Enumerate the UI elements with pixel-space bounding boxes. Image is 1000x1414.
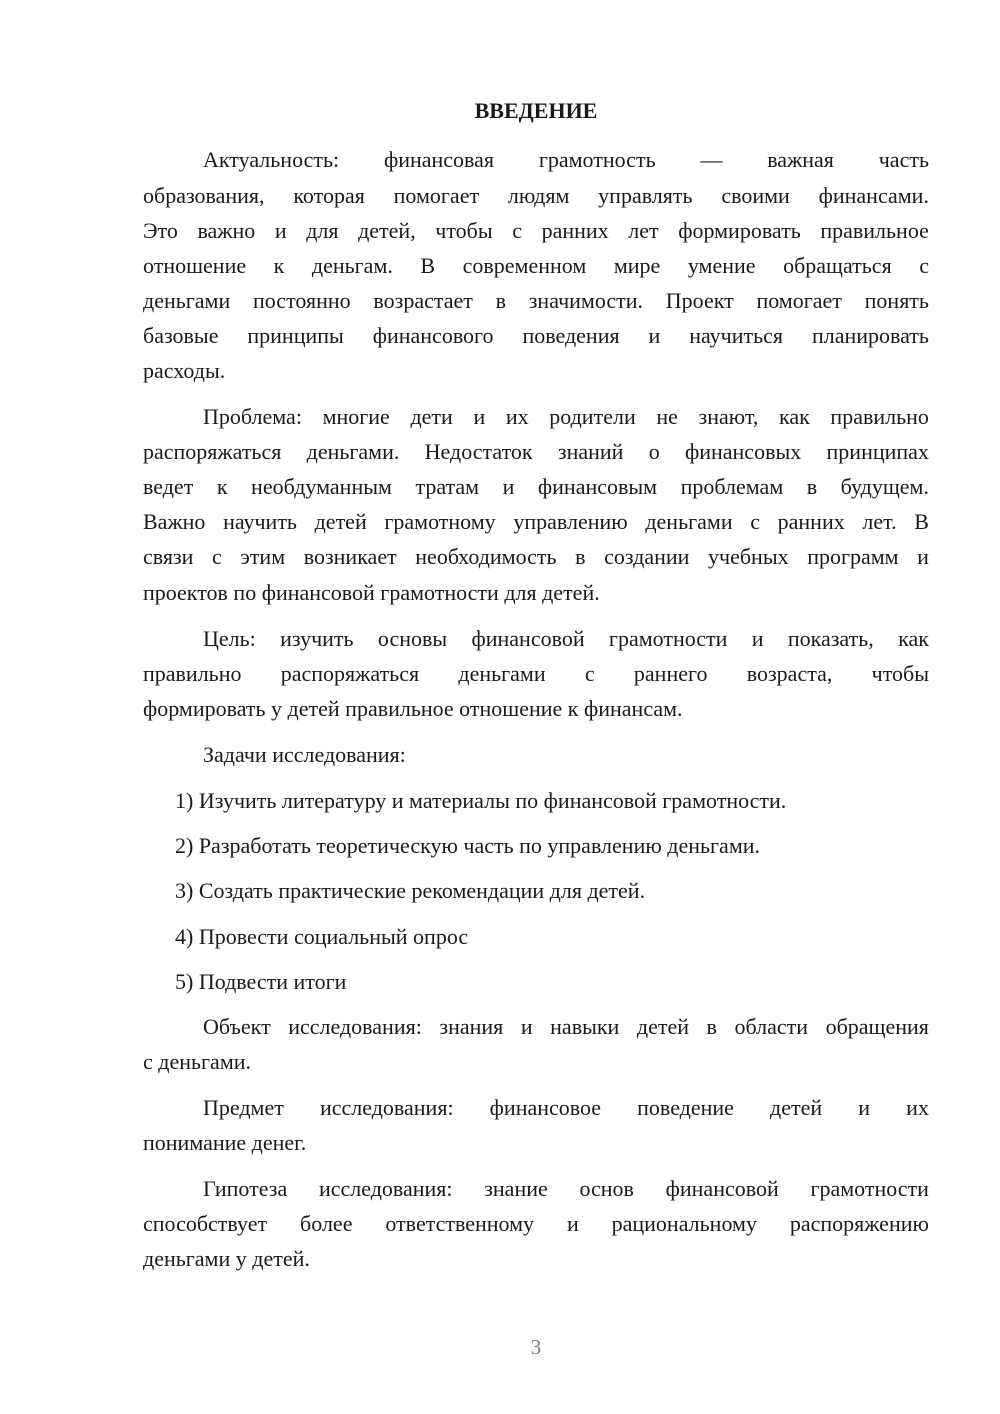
word: ранних	[541, 218, 609, 243]
word: и	[520, 1014, 533, 1039]
word: и	[751, 626, 764, 651]
word: финансовое	[489, 1095, 602, 1120]
word: как	[778, 404, 810, 429]
word: научиться	[689, 323, 784, 348]
word: чтобы	[871, 661, 929, 686]
list-item: 1) Изучить литературу и материалы по финансовой грамотности.	[175, 788, 787, 813]
word: финансами.	[818, 183, 929, 208]
list-item: 5) Подвести итоги	[175, 969, 347, 994]
word: В	[914, 509, 929, 534]
word: Предмет	[203, 1095, 284, 1120]
word: поведение	[637, 1095, 734, 1120]
text-line: деньгами у детей.	[143, 1246, 310, 1271]
word: В	[420, 253, 436, 278]
word: важная	[767, 147, 834, 172]
word: этим	[240, 544, 286, 569]
word: ранних	[777, 509, 845, 534]
word: постоянно	[252, 288, 351, 313]
word: отношение	[143, 253, 247, 278]
word: финансовым	[537, 474, 658, 499]
word: мире	[613, 253, 661, 278]
word: не	[656, 404, 678, 429]
word: проблемам	[680, 474, 784, 499]
word: навыки	[550, 1014, 620, 1039]
word: знают,	[698, 404, 759, 429]
text-line	[143, 437, 929, 467]
word: дети	[410, 404, 453, 429]
word: исследования:	[288, 1014, 422, 1039]
word: финансового	[372, 323, 494, 348]
text-line	[203, 1012, 929, 1042]
word: значимости.	[528, 288, 644, 313]
word: формировать	[678, 218, 801, 243]
word: и	[566, 1211, 579, 1236]
word: распоряжению	[789, 1211, 929, 1236]
text-line	[143, 1209, 929, 1239]
text-line	[143, 181, 929, 211]
word: деньгами	[645, 509, 733, 534]
word: обращаться	[783, 253, 892, 278]
word: и	[648, 323, 661, 348]
word: к	[273, 253, 285, 278]
word: исследования:	[319, 1095, 454, 1120]
word: знание	[484, 1176, 548, 1201]
word: создании	[604, 544, 690, 569]
word: более	[300, 1211, 353, 1236]
word: детей	[770, 1095, 823, 1120]
word: и	[502, 474, 515, 499]
word: в	[706, 1014, 717, 1039]
tasks-title: Задачи исследования:	[203, 742, 406, 767]
word: будущем.	[840, 474, 929, 499]
text-line: расходы.	[143, 358, 226, 383]
word: знаний	[557, 439, 624, 464]
word: родители	[549, 404, 636, 429]
word: Это	[143, 218, 178, 243]
text-line	[203, 1093, 929, 1123]
word: принципы	[247, 323, 344, 348]
word: в	[806, 474, 818, 499]
word: правильно	[143, 661, 242, 686]
word: грамотности	[608, 626, 728, 651]
word: управлению	[513, 509, 628, 534]
word: лет	[628, 218, 659, 243]
word: планировать	[811, 323, 929, 348]
word: программ	[807, 544, 899, 569]
word: ведет	[143, 474, 194, 499]
word: и	[858, 1095, 871, 1120]
text-line	[203, 1174, 929, 1204]
word: возрастает	[373, 288, 473, 313]
word: способствует	[143, 1211, 268, 1236]
word: в	[575, 544, 586, 569]
word: часть	[878, 147, 929, 172]
word: области	[734, 1014, 809, 1039]
word: учебных	[708, 544, 789, 569]
word: деньгам.	[311, 253, 393, 278]
word: деньгами.	[306, 439, 400, 464]
word: для	[306, 218, 339, 243]
word: многие	[322, 404, 390, 429]
word: необходимость	[415, 544, 557, 569]
text-line	[143, 321, 929, 351]
text-line	[143, 542, 929, 572]
word: изучить	[280, 626, 354, 651]
word: финансовая	[383, 147, 495, 172]
word: Гипотеза	[203, 1176, 288, 1201]
word: в	[495, 288, 506, 313]
text-line	[203, 402, 929, 432]
text-line: с деньгами.	[143, 1049, 252, 1074]
word: детей	[314, 509, 367, 534]
text-line	[143, 659, 929, 689]
word: правильное	[820, 218, 929, 243]
word: и	[274, 218, 287, 243]
word: финансовой	[665, 1176, 779, 1201]
word: с	[512, 218, 523, 243]
word: показать,	[787, 626, 874, 651]
text-line: формировать у детей правильное отношение к финансам.	[143, 696, 683, 721]
section-heading: ВВЕДЕНИЕ	[474, 98, 598, 123]
word: грамотности	[810, 1176, 929, 1201]
text-line	[203, 624, 929, 654]
word: Цель:	[203, 626, 256, 651]
word: деньгами	[458, 661, 546, 686]
word: о	[648, 439, 660, 464]
text-line	[203, 145, 929, 175]
text-line: проектов по финансовой грамотности для детей.	[143, 580, 600, 605]
word: лет.	[862, 509, 897, 534]
word: и	[917, 544, 929, 569]
word: распоряжаться	[280, 661, 420, 686]
word: помогает	[393, 183, 480, 208]
word: возникает	[303, 544, 397, 569]
text-line	[143, 216, 929, 246]
word: распоряжаться	[143, 439, 282, 464]
word: основы	[377, 626, 448, 651]
word: важно	[197, 218, 256, 243]
text-line: понимание денег.	[143, 1130, 307, 1155]
word: управлять	[598, 183, 693, 208]
word: ответственному	[385, 1211, 535, 1236]
word: которая	[293, 183, 365, 208]
text-line	[143, 507, 929, 537]
word: с	[750, 509, 760, 534]
word: людям	[507, 183, 570, 208]
word: правильно	[830, 404, 929, 429]
word: финансовой	[471, 626, 585, 651]
word: исследования:	[318, 1176, 453, 1201]
word: своими	[721, 183, 790, 208]
word: грамотность	[538, 147, 656, 172]
word: современном	[462, 253, 587, 278]
list-item: 4) Провести социальный опрос	[175, 924, 469, 949]
word: с	[584, 661, 595, 686]
word: знания	[439, 1014, 504, 1039]
word: возраста,	[746, 661, 833, 686]
word: Объект	[203, 1014, 271, 1039]
word: научить	[223, 509, 297, 534]
word: необдуманным	[251, 474, 392, 499]
word: основ	[579, 1176, 634, 1201]
word: финансовых	[684, 439, 802, 464]
word: поведения	[522, 323, 620, 348]
word: их	[906, 1095, 929, 1120]
word: грамотному	[384, 509, 496, 534]
word: рациональному	[611, 1211, 757, 1236]
word: Проект	[665, 288, 734, 313]
word: принципах	[826, 439, 929, 464]
word: их	[505, 404, 529, 429]
word: детей,	[358, 218, 416, 243]
word: Проблема:	[203, 404, 302, 429]
text-line	[143, 286, 929, 316]
word: раннего	[633, 661, 708, 686]
text-line	[143, 472, 929, 502]
word: базовые	[143, 323, 219, 348]
word: Важно	[143, 509, 206, 534]
word: к	[216, 474, 228, 499]
word: обращения	[825, 1014, 929, 1039]
word: тратам	[415, 474, 480, 499]
word: —	[700, 147, 723, 172]
list-item: 2) Разработать теоретическую часть по управлению деньгами.	[175, 833, 761, 858]
word: как	[898, 626, 929, 651]
list-item: 3) Создать практические рекомендации для детей.	[175, 878, 646, 903]
word: и	[473, 404, 486, 429]
text-line	[143, 251, 929, 281]
word: Актуальность:	[203, 147, 340, 172]
word: помогает	[756, 288, 842, 313]
word: понять	[864, 288, 929, 313]
word: деньгами	[143, 288, 231, 313]
word: связи	[143, 544, 194, 569]
word: образования,	[143, 183, 265, 208]
word: умение	[687, 253, 756, 278]
word: с	[919, 253, 929, 278]
word: чтобы	[435, 218, 493, 243]
word: с	[212, 544, 222, 569]
word: детей	[636, 1014, 689, 1039]
word: Недостаток	[424, 439, 533, 464]
page-number: 3	[530, 1335, 542, 1359]
